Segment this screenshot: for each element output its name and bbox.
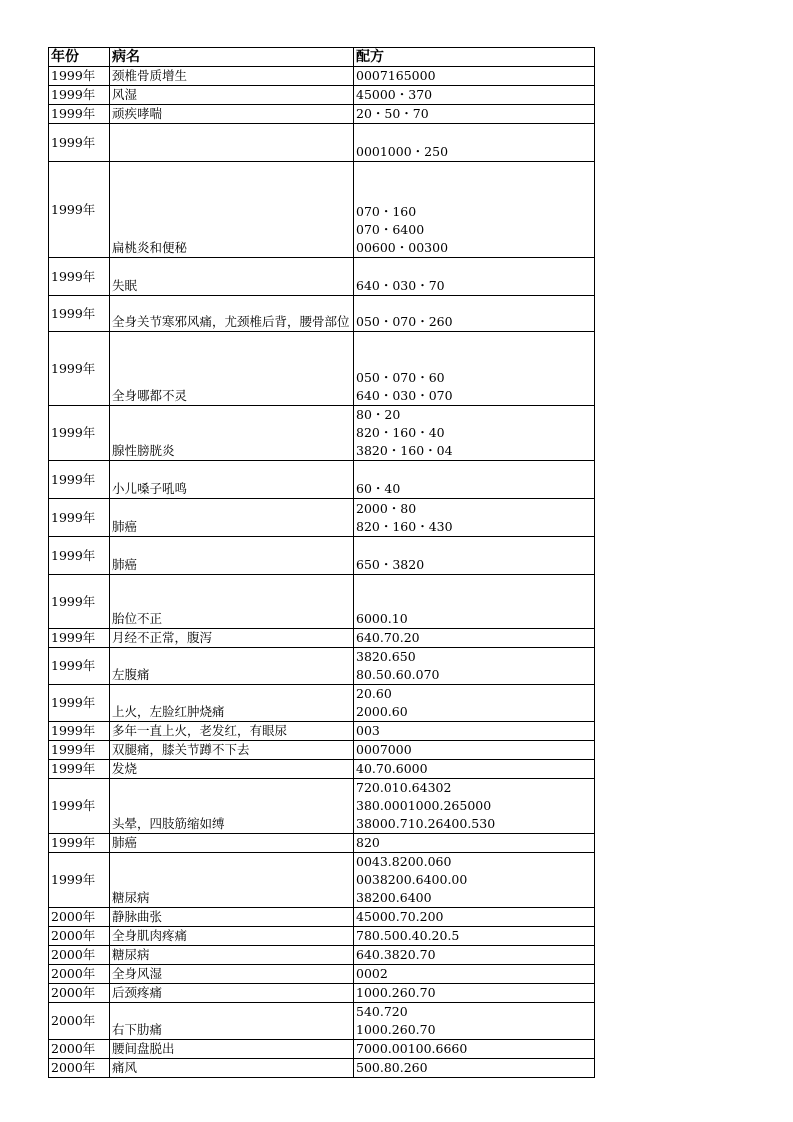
year-cell[interactable]: 2000年 (49, 1040, 110, 1059)
disease-name-cell[interactable]: 左腹痛 (110, 648, 354, 685)
year-cell[interactable]: 1999年 (49, 722, 110, 741)
table-row (49, 1059, 595, 1078)
recipe-cell[interactable] (354, 741, 595, 760)
year-cell[interactable]: 1999年 (49, 105, 110, 124)
year-cell[interactable]: 2000年 (49, 908, 110, 927)
year-cell[interactable]: 1999年 (49, 575, 110, 629)
year-cell[interactable]: 2000年 (49, 927, 110, 946)
recipe-cell[interactable] (354, 1003, 595, 1040)
year-cell[interactable]: 1999年 (49, 629, 110, 648)
recipe-line: 820・160・430 (356, 519, 453, 534)
table-row (49, 406, 595, 461)
recipe-line: 80.50.60.070 (356, 667, 440, 682)
disease-name-cell[interactable]: 多年一直上火，老发红，有眼尿 (110, 722, 354, 741)
recipe-line: 820・160・40 (356, 425, 445, 440)
recipe-line: 1000.260.70 (356, 1022, 436, 1037)
recipe-cell[interactable] (354, 927, 595, 946)
recipe-cell[interactable] (354, 332, 595, 406)
recipe-cell[interactable] (354, 853, 595, 908)
recipe-line: 0002 (356, 966, 388, 981)
disease-name-cell[interactable]: 扁桃炎和便秘 (110, 162, 354, 258)
recipe-line: 640.70.20 (356, 630, 420, 645)
recipe-line: 050・070・60 (356, 370, 445, 385)
disease-name-cell[interactable]: 腰间盘脱出 (110, 1040, 354, 1059)
recipe-line: 40.70.6000 (356, 761, 428, 776)
recipe-line: 640.3820.70 (356, 947, 436, 962)
year-cell[interactable]: 1999年 (49, 741, 110, 760)
year-cell[interactable]: 1999年 (49, 124, 110, 162)
table-row (49, 105, 595, 124)
year-cell[interactable]: 1999年 (49, 332, 110, 406)
disease-name-cell[interactable]: 小儿嗓子吼鸣 (110, 461, 354, 499)
recipe-cell[interactable] (354, 86, 595, 105)
remedy-table (48, 47, 595, 1078)
year-cell[interactable]: 1999年 (49, 499, 110, 537)
recipe-line: 7000.00100.6660 (356, 1041, 468, 1056)
recipe-line: 640・030・70 (356, 278, 445, 293)
recipe-line: 0043.8200.060 (356, 854, 452, 869)
recipe-cell[interactable] (354, 722, 595, 741)
table-row (49, 853, 595, 908)
recipe-line: 20・50・70 (356, 106, 429, 121)
year-cell[interactable]: 2000年 (49, 1003, 110, 1040)
header-year[interactable]: 年份 (49, 48, 110, 67)
recipe-line: 820 (356, 835, 380, 850)
year-cell[interactable]: 2000年 (49, 946, 110, 965)
disease-name-cell[interactable]: 全身关节寒邪风痛，尤颈椎后背，腰骨部位 (110, 296, 354, 332)
disease-name-cell[interactable]: 风湿 (110, 86, 354, 105)
recipe-line: 070・6400 (356, 222, 425, 237)
recipe-line: 0007000 (356, 742, 412, 757)
disease-name-cell[interactable]: 上火，左脸红肿烧痛 (110, 685, 354, 722)
table-row (49, 1003, 595, 1040)
recipe-cell[interactable] (354, 499, 595, 537)
recipe-cell[interactable] (354, 406, 595, 461)
table-row (49, 162, 595, 258)
table-row (49, 984, 595, 1003)
year-cell[interactable]: 1999年 (49, 86, 110, 105)
recipe-cell[interactable] (354, 124, 595, 162)
recipe-cell[interactable] (354, 779, 595, 834)
table-row (49, 86, 595, 105)
disease-name-cell[interactable]: 右下肋痛 (110, 1003, 354, 1040)
recipe-cell[interactable] (354, 629, 595, 648)
table-row (49, 908, 595, 927)
recipe-line: 20.60 (356, 686, 392, 701)
disease-name-cell[interactable]: 腺性膀胱炎 (110, 406, 354, 461)
table-row (49, 67, 595, 86)
recipe-cell[interactable] (354, 296, 595, 332)
recipe-line: 0001000・250 (356, 144, 449, 159)
recipe-line: 500.80.260 (356, 1060, 428, 1075)
disease-name-cell[interactable]: 糖尿病 (110, 853, 354, 908)
table-row (49, 332, 595, 406)
disease-name-cell[interactable]: 头晕，四肢筋缩如缚 (110, 779, 354, 834)
header-recipe[interactable]: 配方 (354, 48, 595, 67)
year-cell[interactable]: 2000年 (49, 1059, 110, 1078)
recipe-line: 380.0001000.265000 (356, 798, 492, 813)
table-row (49, 575, 595, 629)
table-row (49, 124, 595, 162)
recipe-cell[interactable] (354, 105, 595, 124)
disease-name-cell[interactable]: 全身哪都不灵 (110, 332, 354, 406)
recipe-line: 070・160 (356, 204, 417, 219)
table-row (49, 779, 595, 834)
year-cell[interactable]: 1999年 (49, 258, 110, 296)
table-row (49, 629, 595, 648)
table-row (49, 296, 595, 332)
disease-name-cell[interactable]: 肺癌 (110, 537, 354, 575)
disease-name-cell[interactable]: 肺癌 (110, 499, 354, 537)
table-row (49, 499, 595, 537)
recipe-line: 050・070・260 (356, 314, 453, 329)
disease-name-cell[interactable]: 颈椎骨质增生 (110, 67, 354, 86)
recipe-cell[interactable] (354, 946, 595, 965)
disease-name-cell[interactable]: 糖尿病 (110, 946, 354, 965)
recipe-cell[interactable] (354, 461, 595, 499)
recipe-cell[interactable] (354, 908, 595, 927)
recipe-line: 0007165000 (356, 68, 436, 83)
header-name[interactable]: 病名 (110, 48, 354, 67)
year-cell[interactable]: 1999年 (49, 406, 110, 461)
recipe-line: 00600・00300 (356, 240, 449, 255)
recipe-line: 0038200.6400.00 (356, 872, 468, 887)
disease-name-cell[interactable]: 顽疾哮喘 (110, 105, 354, 124)
recipe-line: 80・20 (356, 407, 401, 422)
table-row (49, 760, 595, 779)
recipe-line: 720.010.64302 (356, 780, 452, 795)
year-cell[interactable]: 2000年 (49, 984, 110, 1003)
table-row (49, 461, 595, 499)
year-cell[interactable]: 1999年 (49, 537, 110, 575)
year-cell[interactable]: 1999年 (49, 67, 110, 86)
disease-name-cell[interactable]: 双腿痛，膝关节蹲不下去 (110, 741, 354, 760)
recipe-cell[interactable] (354, 760, 595, 779)
table-row (49, 537, 595, 575)
recipe-line: 38200.6400 (356, 890, 432, 905)
recipe-cell[interactable] (354, 1059, 595, 1078)
table-row (49, 258, 595, 296)
year-cell[interactable]: 1999年 (49, 779, 110, 834)
recipe-line: 003 (356, 723, 380, 738)
year-cell[interactable]: 1999年 (49, 162, 110, 258)
recipe-cell[interactable] (354, 162, 595, 258)
recipe-line: 2000・80 (356, 501, 417, 516)
disease-name-cell[interactable]: 痛风 (110, 1059, 354, 1078)
disease-name-cell[interactable]: 月经不正常，腹泻 (110, 629, 354, 648)
disease-name-cell[interactable]: 发烧 (110, 760, 354, 779)
recipe-cell[interactable] (354, 984, 595, 1003)
table-row (49, 927, 595, 946)
table-row (49, 834, 595, 853)
recipe-line: 3820・160・04 (356, 443, 453, 458)
table-row (49, 965, 595, 984)
disease-name-cell[interactable]: 静脉曲张 (110, 908, 354, 927)
table-row (49, 946, 595, 965)
recipe-line: 2000.60 (356, 704, 408, 719)
disease-name-cell[interactable]: 肺癌 (110, 834, 354, 853)
recipe-line: 780.500.40.20.5 (356, 928, 460, 943)
table-row (49, 685, 595, 722)
recipe-line: 45000.70.200 (356, 909, 444, 924)
table-row (49, 648, 595, 685)
year-cell[interactable]: 1999年 (49, 461, 110, 499)
recipe-cell[interactable] (354, 834, 595, 853)
year-cell[interactable]: 1999年 (49, 853, 110, 908)
recipe-line: 38000.710.26400.530 (356, 816, 496, 831)
recipe-line: 1000.260.70 (356, 985, 436, 1000)
disease-name-cell[interactable]: 全身肌肉疼痛 (110, 927, 354, 946)
recipe-cell[interactable] (354, 965, 595, 984)
year-cell[interactable]: 1999年 (49, 296, 110, 332)
recipe-cell[interactable] (354, 258, 595, 296)
recipe-cell[interactable] (354, 67, 595, 86)
recipe-cell[interactable] (354, 648, 595, 685)
disease-name-cell[interactable] (110, 124, 354, 162)
recipe-cell[interactable] (354, 1040, 595, 1059)
recipe-line: 3820.650 (356, 649, 416, 664)
table-row (49, 741, 595, 760)
recipe-line: 45000・370 (356, 87, 433, 102)
recipe-line: 6000.10 (356, 611, 408, 626)
table-row (49, 722, 595, 741)
recipe-cell[interactable] (354, 575, 595, 629)
year-cell[interactable]: 1999年 (49, 685, 110, 722)
disease-name-cell[interactable]: 失眠 (110, 258, 354, 296)
recipe-line: 540.720 (356, 1004, 408, 1019)
year-cell[interactable]: 1999年 (49, 648, 110, 685)
disease-name-cell[interactable]: 全身风湿 (110, 965, 354, 984)
table-row (49, 1040, 595, 1059)
table-body (49, 48, 595, 1078)
recipe-cell[interactable] (354, 685, 595, 722)
recipe-line: 60・40 (356, 481, 401, 496)
year-cell[interactable]: 1999年 (49, 760, 110, 779)
recipe-cell[interactable] (354, 537, 595, 575)
year-cell[interactable]: 1999年 (49, 834, 110, 853)
header-row (49, 48, 595, 67)
year-cell[interactable]: 2000年 (49, 965, 110, 984)
recipe-line: 640・030・070 (356, 388, 453, 403)
recipe-line: 650・3820 (356, 557, 425, 572)
disease-name-cell[interactable]: 胎位不正 (110, 575, 354, 629)
disease-name-cell[interactable]: 后颈疼痛 (110, 984, 354, 1003)
